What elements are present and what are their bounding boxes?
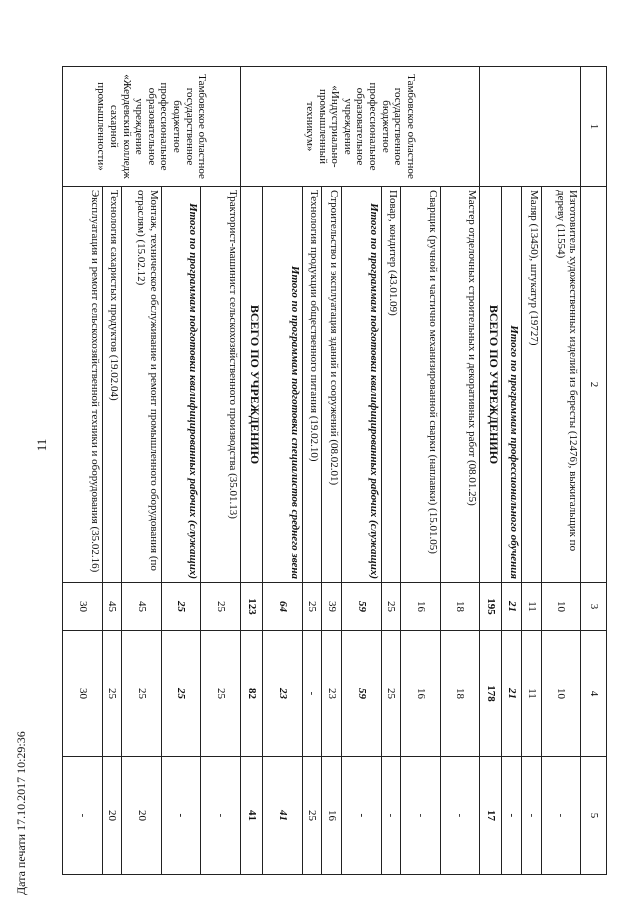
cell-budget: 18 — [440, 631, 480, 757]
cell-paid: 20 — [102, 757, 122, 875]
specialty-name: Тракторист-машинист сельскохозяйственного производства (35.01.13) — [201, 187, 241, 583]
cell-paid: - — [502, 757, 522, 875]
subtotal-label: Итого по программам подготовки специалистов среднего звена — [263, 187, 303, 583]
total-label: ВСЕГО ПО УЧРЕЖДЕНИЮ — [480, 187, 502, 583]
header-col-5: 5 — [581, 757, 607, 875]
cell-budget: 23 — [263, 631, 303, 757]
cell-total: 64 — [263, 583, 303, 631]
header-col-3: 3 — [581, 583, 607, 631]
specialty-name: Мастер отделочных строительных и декоративных работ (08.01.25) — [440, 187, 480, 583]
table-row — [522, 67, 542, 875]
table-row — [201, 67, 241, 875]
cell-paid: 41 — [240, 757, 262, 875]
subtotal-row — [161, 67, 201, 875]
table-row — [440, 67, 480, 875]
cell-budget: 30 — [63, 631, 103, 757]
subtotal-label: Итого по программам подготовки квалифицированных рабочих (служащих) — [342, 187, 382, 583]
specialty-name: Технология продукции общественного питания (19.02.10) — [302, 187, 322, 583]
table-row — [102, 67, 122, 875]
cell-budget: 25 — [161, 631, 201, 757]
admission-table — [62, 66, 607, 875]
table-row — [122, 67, 162, 875]
cell-total: 16 — [401, 583, 441, 631]
specialty-name: Маляр (13450), штукатур (19727) — [522, 187, 542, 583]
cell-total: 25 — [201, 583, 241, 631]
cell-budget: 178 — [480, 631, 502, 757]
cell-budget: 59 — [342, 631, 382, 757]
cell-total: 45 — [102, 583, 122, 631]
cell-total: 21 — [502, 583, 522, 631]
subtotal-label: Итого по программам подготовки квалифицированных рабочих (служащих) — [161, 187, 201, 583]
table-row — [381, 67, 401, 875]
cell-budget: 21 — [502, 631, 522, 757]
cell-budget: 10 — [541, 631, 581, 757]
cell-budget: 25 — [122, 631, 162, 757]
specialty-name: Монтаж, техническое обслуживание и ремонт промышленного оборудования (по отраслям) (15.02.12) — [122, 187, 162, 583]
cell-paid: 16 — [322, 757, 342, 875]
cell-paid: - — [381, 757, 401, 875]
cell-total: 25 — [161, 583, 201, 631]
total-row — [240, 67, 262, 875]
table-row — [541, 67, 581, 875]
table-row — [322, 67, 342, 875]
cell-paid: 17 — [480, 757, 502, 875]
print-date: Дата печати 17.10.2017 10:29:36 — [14, 731, 28, 895]
cell-paid: - — [522, 757, 542, 875]
cell-total: 18 — [440, 583, 480, 631]
cell-total: 39 — [322, 583, 342, 631]
cell-total: 25 — [302, 583, 322, 631]
cell-paid: - — [401, 757, 441, 875]
header-col-2: 2 — [581, 187, 607, 583]
cell-paid: - — [541, 757, 581, 875]
cell-paid: - — [342, 757, 382, 875]
cell-budget: 11 — [522, 631, 542, 757]
subtotal-row — [342, 67, 382, 875]
specialty-name: Изготовитель художественных изделий из бересты (12476), выжигальщик по дереву (11554) — [541, 187, 581, 583]
table-row — [401, 67, 441, 875]
cell-paid: 41 — [263, 757, 303, 875]
specialty-name: Технология сахаристых продуктов (19.02.04) — [102, 187, 122, 583]
cell-budget: 25 — [102, 631, 122, 757]
page-number: 11 — [34, 438, 49, 452]
cell-paid: - — [161, 757, 201, 875]
cell-budget: 16 — [401, 631, 441, 757]
specialty-name: Повар, кондитер (43.01.09) — [381, 187, 401, 583]
table-row — [302, 67, 322, 875]
cell-paid: 25 — [302, 757, 322, 875]
cell-total: 123 — [240, 583, 262, 631]
rotated-table-container — [62, 66, 607, 874]
cell-total: 45 — [122, 583, 162, 631]
header-col-1: 1 — [581, 67, 607, 187]
total-label: ВСЕГО ПО УЧРЕЖДЕНИЮ — [240, 187, 262, 583]
cell-total: 10 — [541, 583, 581, 631]
subtotal-label: Итого по программам профессионального обучения — [502, 187, 522, 583]
specialty-name: Сварщик (ручной и частично механизированной сварки (наплавки) (15.01.05) — [401, 187, 441, 583]
header-col-4: 4 — [581, 631, 607, 757]
cell-budget: - — [302, 631, 322, 757]
cell-total: 30 — [63, 583, 103, 631]
subtotal-row — [502, 67, 522, 875]
cell-paid: - — [63, 757, 103, 875]
cell-total: 195 — [480, 583, 502, 631]
specialty-name: Строительство и эксплуатация зданий и сооружений (08.02.01) — [322, 187, 342, 583]
cell-budget: 25 — [201, 631, 241, 757]
cell-paid: - — [440, 757, 480, 875]
cell-total: 11 — [522, 583, 542, 631]
institution-name: Тамбовское областное государственное бюджетное профессиональное образовательное учреждение «Жердевский колледж сахарной промышленности» — [63, 67, 241, 187]
table-row — [63, 67, 103, 875]
table-header-row — [581, 67, 607, 875]
total-row — [480, 67, 502, 875]
cell-paid: 20 — [122, 757, 162, 875]
cell-budget: 25 — [381, 631, 401, 757]
cell-budget: 82 — [240, 631, 262, 757]
cell-budget: 23 — [322, 631, 342, 757]
cell-total: 59 — [342, 583, 382, 631]
institution-name: Тамбовское областное государственное бюджетное профессиональное образовательное учреждение «Индустриально-промышленный техникум» — [240, 67, 479, 187]
cell-total: 25 — [381, 583, 401, 631]
subtotal-row — [263, 67, 303, 875]
cell-paid: - — [201, 757, 241, 875]
specialty-name: Эксплуатация и ремонт сельскохозяйственной техники и оборудования (35.02.16) — [63, 187, 103, 583]
institution-cell-prev — [480, 67, 581, 187]
